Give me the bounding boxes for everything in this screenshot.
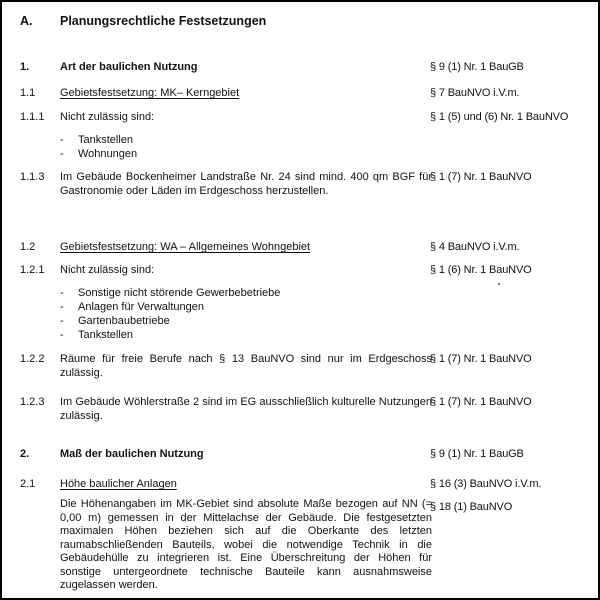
list-item-label: Tankstellen [78,329,134,341]
section-number: 1.1 [20,87,36,99]
section-number: 1. [20,61,30,73]
list-item-label: Gartenbaubetriebe [78,315,170,327]
legal-reference: § 1 (7) Nr. 1 BauNVO [430,353,532,365]
list-item [60,133,432,147]
section-number: 2.1 [20,478,36,490]
section-title: Maß der baulichen Nutzung [60,448,204,460]
section-number: 1.1.3 [20,171,45,183]
legal-reference: § 16 (3) BauNVO i.V.m. [430,478,542,490]
dash-bullet: - [60,301,64,313]
section-number: 1.2.1 [20,264,45,276]
subsection-heading: Gebietsfestsetzung: WA – Allgemeines Wohngebiet [60,241,311,253]
section-number: 2. [20,448,30,460]
list-item [60,328,432,342]
dash-bullet: - [60,315,64,327]
list-item [60,314,432,328]
list-item [60,300,432,314]
clause-paragraph: Im Gebäude Wöhlerstraße 2 sind im EG ausschließlich kulturelle Nutzungen zulässig. [60,396,432,422]
legal-reference: § 1 (6) Nr. 1 BauNVO [430,264,532,276]
list-item-label: Anlagen für Verwaltungen [78,301,204,313]
heading-letter: A. [20,14,33,28]
list-item [60,147,432,161]
section-title: Art der baulichen Nutzung [60,61,198,73]
legal-reference: § 4 BauNVO i.V.m. [430,241,520,253]
list-item-label: Tankstellen [78,134,134,146]
clause-text: Nicht zulässig sind: [60,111,155,123]
dash-bullet: - [60,329,64,341]
legal-reference: § 7 BauNVO i.V.m. [430,87,520,99]
legal-reference: § 1 (7) Nr. 1 BauNVO [430,171,532,183]
bullet-list [60,133,432,161]
clause-text: Nicht zulässig sind: [60,264,155,276]
list-item [60,286,432,300]
legal-reference: § 9 (1) Nr. 1 BauGB [430,61,524,73]
legal-reference: § 1 (5) und (6) Nr. 1 BauNVO [430,111,569,123]
subsection-heading: Höhe baulicher Anlagen [60,478,177,490]
dash-bullet: - [60,287,64,299]
clause-paragraph: Die Höhenangaben im MK-Gebiet sind absolute Maße bezogen auf NN (= 0,00 m) gemessen in der Mittelachse der Gebäude. Die festgesetzten maximalen Höhen beziehen sich auf die Oberkante des letzten raumabschließenden Bauteils, wobei die notwendige Technik in die Gebäudehülle zu integrieren ist. Eine Überschreitung der Höhen für sonstige untergeordnete technische Bauteile kann ausnahmsweise zugelassen werden. [60,498,432,591]
clause-paragraph: Im Gebäude Bockenheimer Landstraße Nr. 24 sind mind. 400 qm BGF für Gastronomie oder Läden im Erdgeschoss herzustellen. [60,171,432,197]
list-item-label: Wohnungen [78,148,138,160]
clause-paragraph: Räume für freie Berufe nach § 13 BauNVO sind nur im Erdgeschoss zulässig. [60,353,432,379]
page-title: Planungsrechtliche Festsetzungen [60,14,267,28]
section-number: 1.2.3 [20,396,45,408]
dash-bullet: - [60,148,64,160]
legal-reference: § 9 (1) Nr. 1 BauGB [430,448,524,460]
subsection-heading: Gebietsfestsetzung: MK– Kerngebiet [60,87,240,99]
dash-bullet: - [60,134,64,146]
list-item-label: Sonstige nicht störende Gewerbebetriebe [78,287,281,299]
scan-artifact-dot [498,283,500,285]
section-number: 1.1.1 [20,111,45,123]
bullet-list [60,286,432,342]
section-number: 1.2.2 [20,353,45,365]
section-number: 1.2 [20,241,36,253]
legal-reference: § 1 (7) Nr. 1 BauNVO [430,396,532,408]
legal-reference-secondary: § 18 (1) BauNVO [430,501,513,513]
